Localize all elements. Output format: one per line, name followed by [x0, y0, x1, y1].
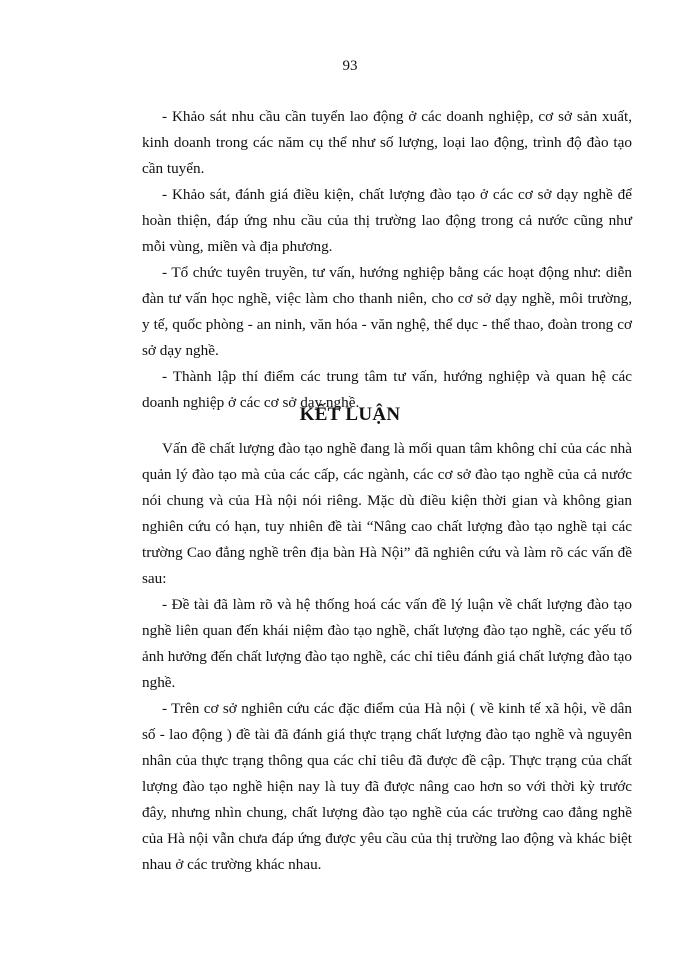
recommendation-paragraph: - Khảo sát, đánh giá điều kiện, chất lượng đào tạo ở các cơ sở dạy nghề để hoàn thiện, đáp ứng nhu cầu của thị trường lao động trong cả nước cũng như mỗi vùng, miền và địa phương.: [142, 186, 632, 255]
conclusion-paragraph: - Đề tài đã làm rõ và hệ thống hoá các vấn đề lý luận về chất lượng đào tạo nghề liên quan đến khái niệm đào tạo nghề, chất lượng đào tạo nghề, các yếu tố ảnh hưởng đến chất lượng đào tạo nghề, các chỉ tiêu đánh giá chất lượng đào tạo nghề.: [142, 596, 632, 691]
conclusion-paragraph: Vấn đề chất lượng đào tạo nghề đang là mối quan tâm không chỉ của các nhà quản lý đào tạo mà của các cấp, các ngành, các cơ sở đào tạo nghề của cả nước nói chung và của Hà nội nói riêng. Mặc dù điều kiện thời gian và không gian nghiên cứu có hạn, tuy nhiên đề tài “Nâng cao chất lượng đào tạo nghề tại các trường Cao đẳng nghề trên địa bàn Hà Nội” đã nghiên cứu và làm rõ các vấn đề sau:: [142, 440, 632, 587]
conclusion-paragraph: - Trên cơ sở nghiên cứu các đặc điểm của Hà nội ( về kinh tế xã hội, về dân số - lao động ) đề tài đã đánh giá thực trạng chất lượng đào tạo nghề và nguyên nhân của thực trạng thông qua các chỉ tiêu đã được đề cập. Thực trạng của chất lượng đào tạo nghề hiện nay là tuy đã được nâng cao hơn so với thời kỳ trước đây, nhưng nhìn chung, chất lượng đào tạo nghề của các trường cao đẳng nghề của Hà nội vẫn chưa đáp ứng được yêu cầu của thị trường lao động và khác biệt nhau ở các trường khác nhau.: [142, 700, 632, 873]
page-number: 93: [342, 58, 358, 74]
conclusion-heading: KẾT LUẬN: [299, 404, 401, 425]
recommendations-section: [142, 104, 632, 416]
recommendation-paragraph: - Tổ chức tuyên truyền, tư vấn, hướng nghiệp bằng các hoạt động như: diễn đàn tư vấn học nghề, việc làm cho thanh niên, cho cơ sở dạy nghề, môi trường, y tế, quốc phòng - an ninh, văn hóa - văn nghệ, thể dục - thể thao, đoàn trong cơ sở dạy nghề.: [142, 264, 632, 359]
recommendation-paragraph: - Thành lập thí điểm các trung tâm tư vấn, hướng nghiệp và quan hệ các doanh nghiệp ở các cơ sở dạy nghề.: [142, 368, 632, 411]
conclusion-section: [142, 436, 632, 878]
recommendation-paragraph: - Khảo sát nhu cầu cần tuyển lao động ở các doanh nghiệp, cơ sở sản xuất, kinh doanh trong các năm cụ thể như số lượng, loại lao động, trình độ đào tạo cần tuyển.: [142, 108, 632, 177]
